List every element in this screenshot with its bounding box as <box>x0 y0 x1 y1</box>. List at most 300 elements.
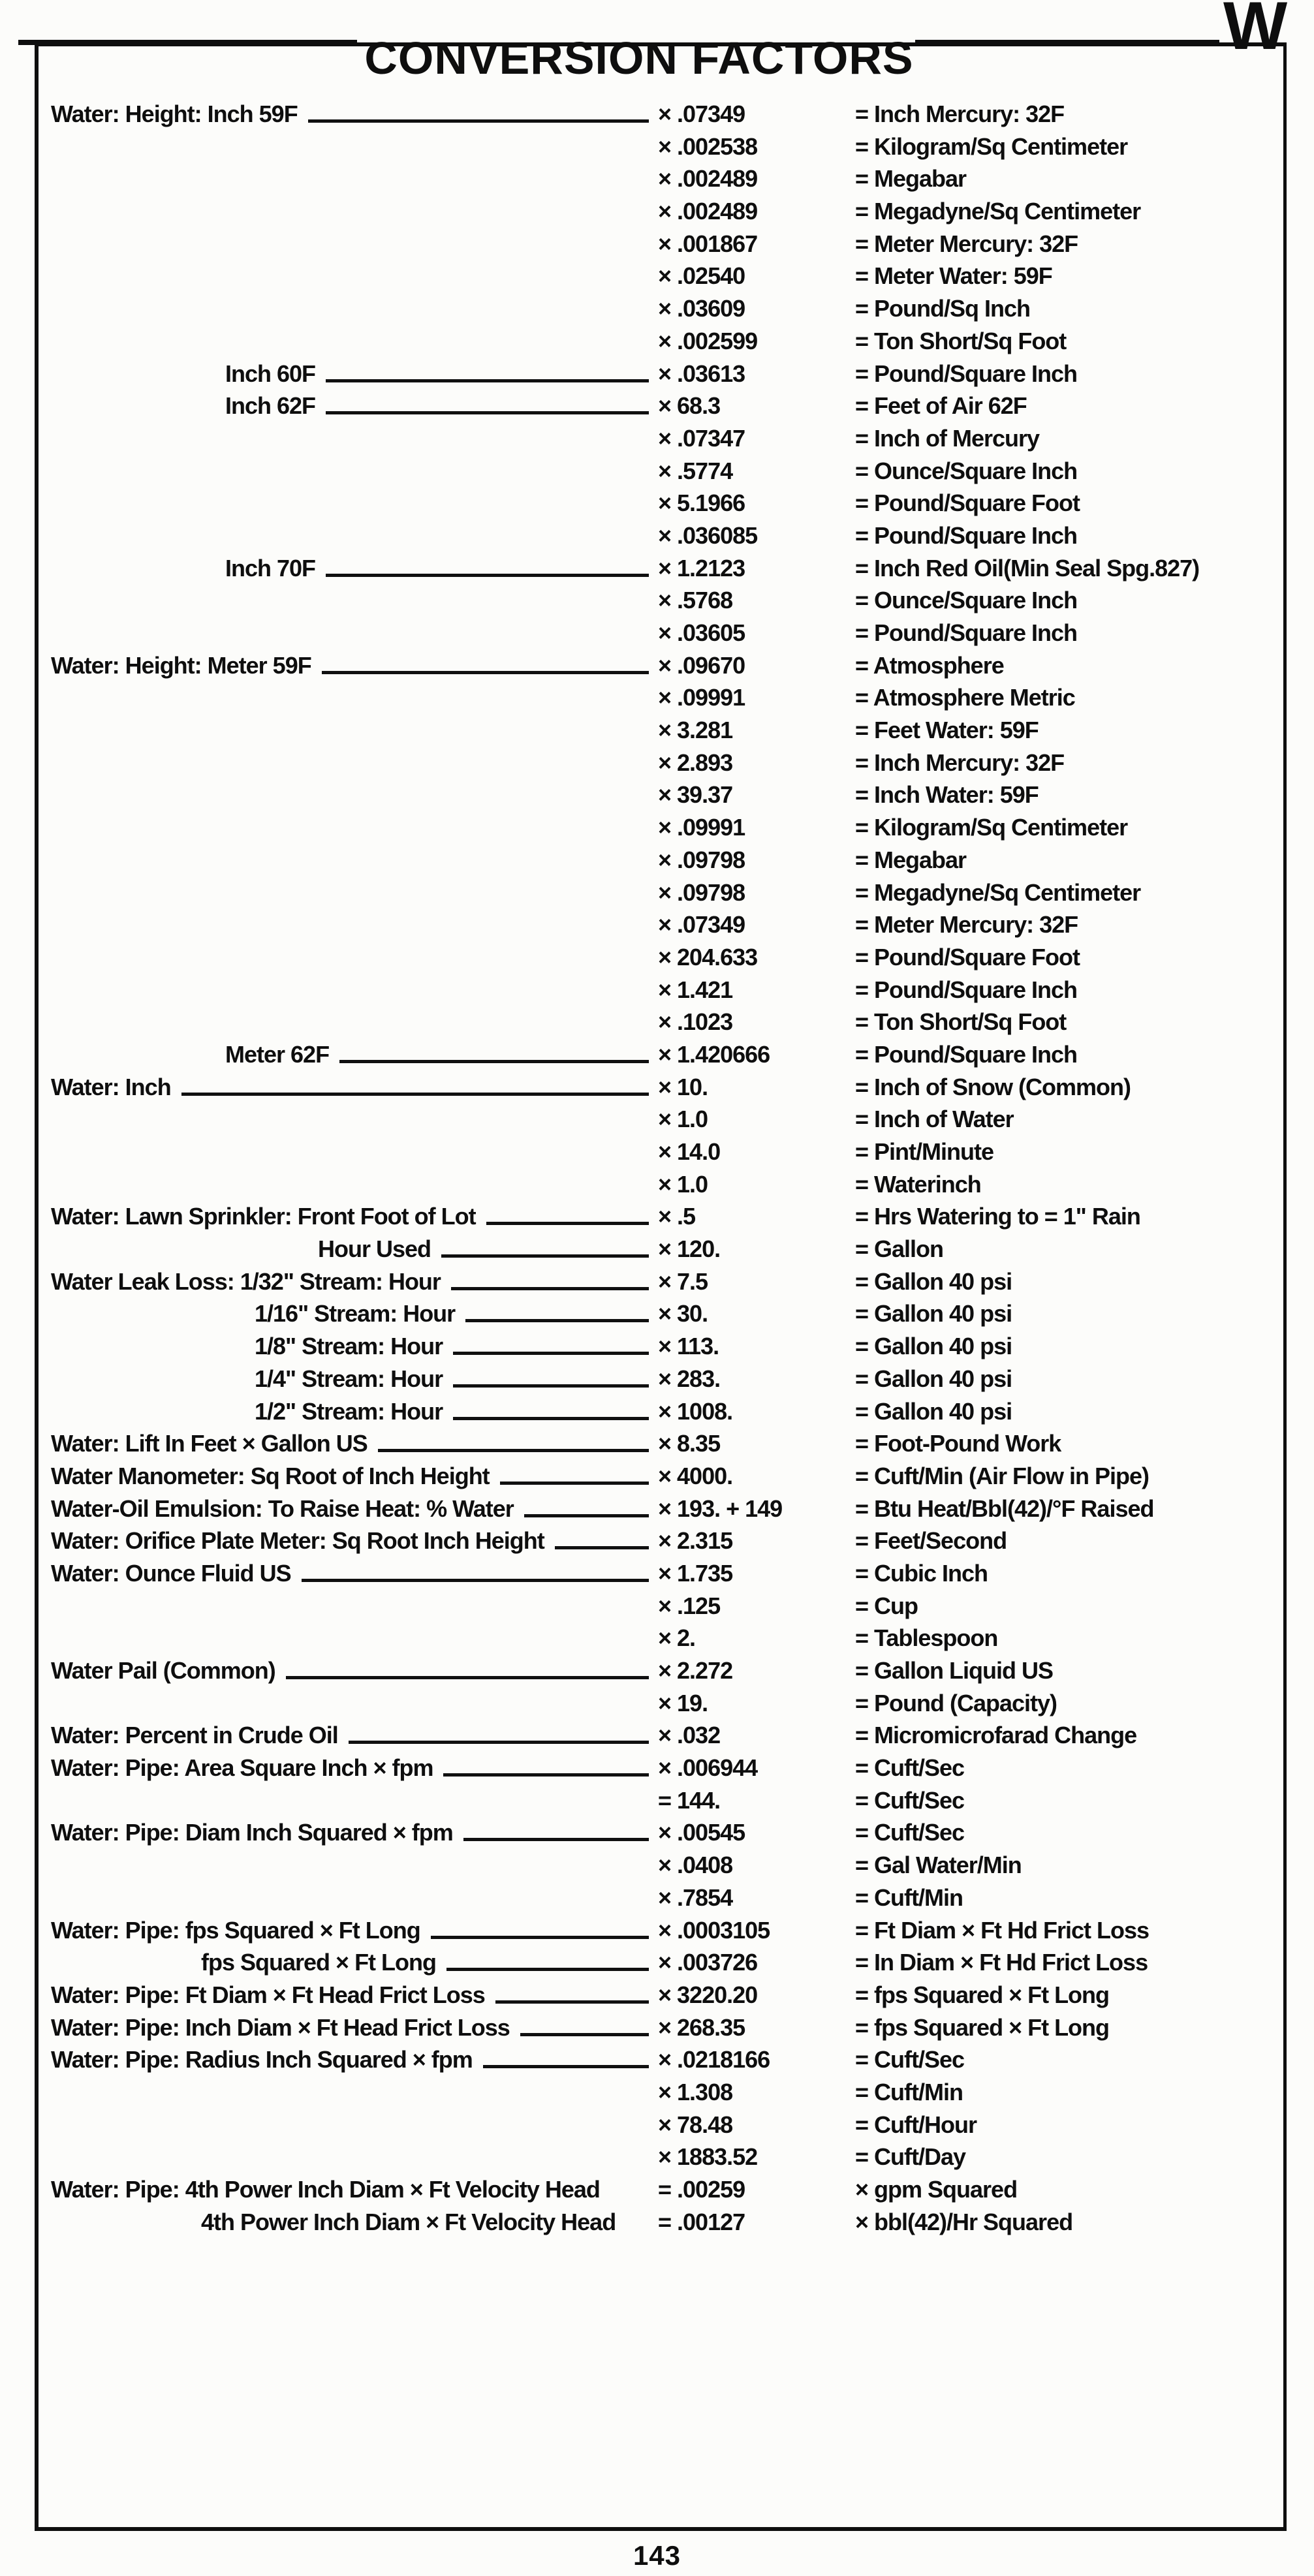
row-label-cell <box>51 1882 658 1914</box>
row-result: = fps Squared × Ft Long <box>855 2013 1110 2041</box>
table-row <box>51 2173 1281 2206</box>
row-factor: × .5774 <box>658 457 733 484</box>
row-factor: × 7.5 <box>658 1267 708 1295</box>
row-factor: × .0218166 <box>658 2046 770 2073</box>
table-row <box>51 2141 1281 2173</box>
row-label-cell <box>51 552 658 585</box>
row-label-cell <box>51 617 658 649</box>
row-result: = Gallon Liquid US <box>855 1657 1054 1684</box>
row-label-cell <box>51 260 658 292</box>
table-row <box>51 1233 1281 1265</box>
row-label: Water: Height: Meter 59F <box>51 651 311 679</box>
table-row <box>51 747 1281 779</box>
table-row <box>51 1395 1281 1428</box>
table-row <box>51 228 1281 260</box>
row-label-cell <box>51 390 658 422</box>
row-label-cell <box>51 1363 658 1395</box>
row-label-cell <box>51 1297 658 1330</box>
row-result: = Atmosphere Metric <box>855 684 1075 711</box>
row-factor: × .0003105 <box>658 1916 770 1944</box>
row-label-cell <box>51 844 658 877</box>
row-factor: × .0408 <box>658 1852 733 1879</box>
row-result: = Waterinch <box>855 1170 981 1198</box>
row-result: = Cuft/Day <box>855 2143 966 2171</box>
row-factor: × 4000. <box>658 1462 733 1489</box>
table-row <box>51 1719 1281 1752</box>
table-row <box>51 520 1281 552</box>
row-label-cell <box>51 714 658 747</box>
table-row <box>51 1687 1281 1720</box>
row-label-cell <box>51 2043 658 2076</box>
row-label-cell <box>51 681 658 714</box>
row-factor: × 1008. <box>658 1397 733 1425</box>
row-result: × gpm Squared <box>855 2176 1018 2203</box>
table-row <box>51 1914 1281 1947</box>
row-label-cell <box>51 1525 658 1557</box>
row-result: = fps Squared × Ft Long <box>855 1981 1110 2008</box>
table-row <box>51 2076 1281 2109</box>
row-factor: × .5768 <box>658 587 733 614</box>
row-label-cell <box>51 1849 658 1882</box>
table-row <box>51 779 1281 811</box>
table-row <box>51 1784 1281 1817</box>
row-result: = Meter Water: 59F <box>855 262 1052 290</box>
table-row <box>51 1136 1281 1168</box>
row-label: Water Leak Loss: 1/32" Stream: Hour <box>51 1267 441 1295</box>
row-result: = Megabar <box>855 165 967 193</box>
table-row <box>51 1297 1281 1330</box>
table-row <box>51 325 1281 358</box>
row-label-cell <box>51 1200 658 1233</box>
row-result: = Cuft/Hour <box>855 2111 977 2138</box>
row-result: = Gal Water/Min <box>855 1852 1022 1879</box>
row-label: Meter 62F <box>225 1040 330 1068</box>
table-row <box>51 844 1281 877</box>
row-label-cell <box>51 163 658 195</box>
row-result: = Cuft/Sec <box>855 1754 965 1782</box>
table-row <box>51 649 1281 682</box>
row-leader <box>495 1979 649 2004</box>
row-label-cell <box>51 1493 658 1525</box>
row-leader <box>378 1427 649 1452</box>
row-leader <box>524 1493 649 1517</box>
row-label: Water: Percent in Crude Oil <box>51 1722 338 1749</box>
row-factor: × 2.893 <box>658 749 733 776</box>
row-label: Water: Pipe: Ft Diam × Ft Head Frict Loss <box>51 1981 485 2008</box>
row-leader <box>463 1816 649 1841</box>
row-label: Water: Pipe: Radius Inch Squared × fpm <box>51 2046 473 2073</box>
row-label-cell <box>51 811 658 844</box>
row-result: = Kilogram/Sq Centimeter <box>855 814 1128 841</box>
row-result: = Feet/Second <box>855 1527 1007 1555</box>
row-label-cell <box>51 649 658 682</box>
row-label-cell <box>51 1719 658 1752</box>
row-result: = Inch Red Oil(Min Seal Spg.827) <box>855 554 1200 582</box>
row-result: = Foot-Pound Work <box>855 1430 1061 1457</box>
row-label-cell <box>51 908 658 941</box>
row-label-cell <box>51 1006 658 1038</box>
row-result: = Pound/Square Inch <box>855 521 1078 549</box>
row-label-cell <box>51 325 658 358</box>
row-factor: × 283. <box>658 1365 721 1392</box>
table-row <box>51 617 1281 649</box>
row-leader <box>181 1071 649 1096</box>
row-leader <box>326 390 649 414</box>
row-result: = Cubic Inch <box>855 1559 988 1587</box>
row-leader <box>453 1330 649 1355</box>
row-factor: × .002599 <box>658 327 758 354</box>
row-factor: = .00259 <box>658 2176 745 2203</box>
row-factor: × 8.35 <box>658 1430 721 1457</box>
row-result: = Cuft/Min <box>855 1884 963 1911</box>
table-row <box>51 1427 1281 1460</box>
row-factor: × 1.421 <box>658 976 733 1003</box>
row-result: = Ounce/Square Inch <box>855 587 1078 614</box>
row-label: 1/16" Stream: Hour <box>255 1300 456 1327</box>
table-row <box>51 1557 1281 1590</box>
row-factor: × 193. + 149 <box>658 1495 783 1522</box>
row-label-cell <box>51 1136 658 1168</box>
row-factor: × .09991 <box>658 814 745 841</box>
row-result: = Inch of Snow (Common) <box>855 1073 1131 1100</box>
row-label-cell <box>51 1816 658 1849</box>
row-label: 1/2" Stream: Hour <box>255 1397 443 1425</box>
table-row <box>51 98 1281 131</box>
row-factor: × 204.633 <box>658 943 758 970</box>
page-title: CONVERSION FACTORS <box>363 33 915 83</box>
row-label: Water: Height: Inch 59F <box>51 101 298 127</box>
row-factor: × 19. <box>658 1689 708 1716</box>
row-factor: × .07347 <box>658 424 745 452</box>
row-factor: × 120. <box>658 1235 721 1263</box>
row-result: = Kilogram/Sq Centimeter <box>855 132 1128 160</box>
row-label-cell <box>51 98 658 131</box>
row-factor: × .002538 <box>658 132 758 160</box>
row-label: Water: Orifice Plate Meter: Sq Root Inch Height <box>51 1527 544 1555</box>
row-result: = Pound (Capacity) <box>855 1689 1057 1716</box>
table-row <box>51 390 1281 422</box>
row-leader <box>322 649 649 674</box>
row-result: = In Diam × Ft Hd Frict Loss <box>855 1949 1148 1976</box>
row-factor: × 1.308 <box>658 2078 733 2105</box>
row-factor: × .003726 <box>658 1949 758 1976</box>
row-factor: × 2.315 <box>658 1527 733 1555</box>
row-label-cell <box>51 131 658 163</box>
table-row <box>51 1168 1281 1201</box>
row-result: = Atmosphere <box>855 651 1004 679</box>
table-row <box>51 1103 1281 1136</box>
row-result: = Feet Water: 59F <box>855 717 1039 744</box>
row-factor: × 3.281 <box>658 717 733 744</box>
row-factor: × .125 <box>658 1592 721 1619</box>
table-row <box>51 1071 1281 1104</box>
row-label: 4th Power Inch Diam × Ft Velocity Head <box>201 2208 616 2235</box>
row-label-cell <box>51 455 658 488</box>
row-label-cell <box>51 2109 658 2141</box>
table-row <box>51 714 1281 747</box>
table-row <box>51 487 1281 520</box>
row-label-cell <box>51 1460 658 1493</box>
row-label: Water: Pipe: Diam Inch Squared × fpm <box>51 1819 453 1846</box>
table-row <box>51 292 1281 325</box>
row-leader <box>483 2043 649 2068</box>
row-factor: × 1.420666 <box>658 1040 770 1068</box>
row-result: = Pound/Square Inch <box>855 976 1078 1003</box>
row-result: = Hrs Watering to = 1" Rain <box>855 1203 1140 1230</box>
table-row <box>51 584 1281 617</box>
row-result: = Pound/Square Inch <box>855 619 1078 646</box>
row-result: = Gallon 40 psi <box>855 1300 1012 1327</box>
row-result: = Pound/Sq Inch <box>855 295 1031 322</box>
row-leader <box>441 1233 649 1258</box>
row-factor: × .09798 <box>658 846 745 873</box>
table-row <box>51 1006 1281 1038</box>
table-row <box>51 941 1281 974</box>
row-leader <box>286 1654 649 1679</box>
row-result: = Micromicrofarad Change <box>855 1722 1137 1749</box>
conversion-table <box>51 98 1281 2238</box>
row-leader <box>453 1363 649 1388</box>
row-factor: × .09798 <box>658 878 745 906</box>
row-factor: × .03605 <box>658 619 745 646</box>
row-label: Water: Pipe: Area Square Inch × fpm <box>51 1754 433 1782</box>
row-result: = Cuft/Sec <box>855 1819 965 1846</box>
row-label-cell <box>51 1946 658 1979</box>
row-label-cell <box>51 974 658 1006</box>
row-label: Water Manometer: Sq Root of Inch Height <box>51 1462 490 1489</box>
table-row <box>51 1330 1281 1363</box>
row-result: = Ounce/Square Inch <box>855 457 1078 484</box>
row-label-cell <box>51 747 658 779</box>
row-factor: × 2.272 <box>658 1657 733 1684</box>
row-label-cell <box>51 1265 658 1298</box>
row-label-cell <box>51 487 658 520</box>
table-row <box>51 2109 1281 2141</box>
table-row <box>51 2043 1281 2076</box>
section-letter: W <box>1222 0 1289 60</box>
row-label-cell <box>51 1687 658 1720</box>
table-row <box>51 1946 1281 1979</box>
row-result: = Ton Short/Sq Foot <box>855 327 1067 354</box>
table-row <box>51 1363 1281 1395</box>
table-row <box>51 1622 1281 1654</box>
table-row <box>51 1590 1281 1622</box>
row-leader <box>443 1752 649 1777</box>
row-label-cell <box>51 2141 658 2173</box>
row-factor: = .00127 <box>658 2208 745 2235</box>
row-factor: × 14.0 <box>658 1138 721 1165</box>
row-label-cell <box>51 1590 658 1622</box>
row-label-cell <box>51 292 658 325</box>
table-row <box>51 422 1281 455</box>
table-row <box>51 552 1281 585</box>
row-result: = Ton Short/Sq Foot <box>855 1008 1067 1036</box>
row-label-cell <box>51 1395 658 1428</box>
row-label-cell <box>51 779 658 811</box>
row-result: × bbl(42)/Hr Squared <box>855 2208 1073 2235</box>
row-result: = Pound/Square Inch <box>855 1040 1078 1068</box>
row-result: = Megadyne/Sq Centimeter <box>855 198 1141 225</box>
row-leader <box>326 358 649 382</box>
row-result: = Gallon 40 psi <box>855 1365 1012 1392</box>
row-factor: × 1883.52 <box>658 2143 758 2171</box>
row-leader <box>486 1200 649 1225</box>
row-result: = Inch Mercury: 32F <box>855 101 1065 127</box>
row-label-cell <box>51 228 658 260</box>
row-factor: = 144. <box>658 1786 721 1814</box>
row-factor: × .03609 <box>658 295 745 322</box>
row-label-cell <box>51 2206 658 2239</box>
table-row <box>51 681 1281 714</box>
row-factor: × .00545 <box>658 1819 745 1846</box>
row-label-cell <box>51 1654 658 1687</box>
row-label: Water: Lift In Feet × Gallon US <box>51 1430 368 1457</box>
row-factor: × 2. <box>658 1624 696 1652</box>
table-row <box>51 974 1281 1006</box>
row-result: = Megabar <box>855 846 967 873</box>
row-factor: × .1023 <box>658 1008 733 1036</box>
row-factor: × .09991 <box>658 684 745 711</box>
row-label: Water Pail (Common) <box>51 1657 275 1684</box>
row-factor: × .002489 <box>658 198 758 225</box>
table-row <box>51 2011 1281 2044</box>
row-result: = Pound/Square Inch <box>855 360 1078 387</box>
row-leader <box>326 552 649 577</box>
row-result: = Inch Water: 59F <box>855 781 1039 809</box>
row-result: = Cuft/Min <box>855 2078 963 2105</box>
table-row <box>51 811 1281 844</box>
row-leader <box>302 1557 649 1582</box>
table-row <box>51 163 1281 195</box>
table-row <box>51 1038 1281 1071</box>
table-row <box>51 1752 1281 1784</box>
row-result: = Cuft/Sec <box>855 1786 965 1814</box>
row-label-cell <box>51 1071 658 1104</box>
row-leader <box>308 98 649 123</box>
row-result: = Tablespoon <box>855 1624 998 1652</box>
row-label-cell <box>51 584 658 617</box>
row-label-cell <box>51 358 658 390</box>
row-factor: × .03613 <box>658 360 745 387</box>
row-result: = Inch of Mercury <box>855 424 1040 452</box>
row-label-cell <box>51 1427 658 1460</box>
row-label-cell <box>51 1168 658 1201</box>
row-label-cell <box>51 1557 658 1590</box>
table-row <box>51 1654 1281 1687</box>
row-factor: × .02540 <box>658 262 745 290</box>
row-factor: × 5.1966 <box>658 489 745 517</box>
row-factor: × 1.0 <box>658 1170 708 1198</box>
row-label: Water: Ounce Fluid US <box>51 1559 291 1587</box>
row-leader <box>500 1460 649 1485</box>
row-result: = Inch of Water <box>855 1106 1014 1133</box>
row-label-cell <box>51 2076 658 2109</box>
row-result: = Cuft/Min (Air Flow in Pipe) <box>855 1462 1149 1489</box>
row-result: = Megadyne/Sq Centimeter <box>855 878 1141 906</box>
row-factor: × 268.35 <box>658 2013 745 2041</box>
row-result: = Gallon 40 psi <box>855 1267 1012 1295</box>
table-row <box>51 1493 1281 1525</box>
row-label-cell <box>51 941 658 974</box>
row-label: Inch 70F <box>225 554 316 582</box>
row-factor: × .006944 <box>658 1754 758 1782</box>
row-leader <box>446 1946 649 1971</box>
row-result: = Feet of Air 62F <box>855 392 1027 420</box>
row-label: Water: Pipe: Inch Diam × Ft Head Frict Loss <box>51 2013 510 2041</box>
row-leader <box>520 2011 649 2036</box>
row-result: = Pint/Minute <box>855 1138 993 1165</box>
row-label: Water: Lawn Sprinkler: Front Foot of Lot <box>51 1203 476 1230</box>
row-factor: × .002489 <box>658 165 758 193</box>
row-result: = Cuft/Sec <box>855 2046 965 2073</box>
row-label: Inch 60F <box>225 360 316 387</box>
row-leader <box>431 1914 649 1939</box>
row-factor: × 1.735 <box>658 1559 733 1587</box>
table-row <box>51 1265 1281 1298</box>
row-leader <box>339 1038 649 1063</box>
row-factor: × .5 <box>658 1203 696 1230</box>
row-label: Inch 62F <box>225 392 316 420</box>
row-label-cell <box>51 520 658 552</box>
row-label: 1/4" Stream: Hour <box>255 1365 443 1392</box>
row-factor: × 1.2123 <box>658 554 745 582</box>
table-row <box>51 1525 1281 1557</box>
row-label-cell <box>51 2173 658 2206</box>
row-label-cell <box>51 2011 658 2044</box>
row-leader <box>451 1265 649 1290</box>
table-row <box>51 455 1281 488</box>
row-result: = Meter Mercury: 32F <box>855 911 1078 939</box>
row-result: = Cup <box>855 1592 918 1619</box>
row-label: 1/8" Stream: Hour <box>255 1333 443 1360</box>
row-result: = Pound/Square Foot <box>855 489 1080 517</box>
row-label-cell <box>51 1330 658 1363</box>
row-factor: × 113. <box>658 1333 719 1360</box>
row-factor: × .07349 <box>658 101 745 127</box>
row-leader <box>349 1719 649 1744</box>
table-row <box>51 908 1281 941</box>
row-label: Water: Pipe: fps Squared × Ft Long <box>51 1916 420 1944</box>
row-result: = Inch Mercury: 32F <box>855 749 1065 776</box>
row-label: Water: Inch <box>51 1073 171 1100</box>
row-label-cell <box>51 1103 658 1136</box>
table-row <box>51 1882 1281 1914</box>
row-label-cell <box>51 1233 658 1265</box>
row-factor: × 3220.20 <box>658 1981 758 2008</box>
row-factor: × 78.48 <box>658 2111 733 2138</box>
row-label-cell <box>51 877 658 909</box>
row-label: fps Squared × Ft Long <box>201 1949 437 1976</box>
row-factor: × .07349 <box>658 911 745 939</box>
table-row <box>51 2206 1281 2239</box>
table-row <box>51 358 1281 390</box>
row-factor: × .036085 <box>658 521 758 549</box>
row-label: Hour Used <box>318 1235 431 1263</box>
row-label-cell <box>51 1622 658 1654</box>
row-label-cell <box>51 422 658 455</box>
table-row <box>51 260 1281 292</box>
row-result: = Gallon 40 psi <box>855 1397 1012 1425</box>
row-label-cell <box>51 1752 658 1784</box>
row-factor: × .032 <box>658 1722 721 1749</box>
row-result: = Ft Diam × Ft Hd Frict Loss <box>855 1916 1150 1944</box>
row-label-cell <box>51 1038 658 1071</box>
row-leader <box>465 1297 649 1322</box>
table-row <box>51 1200 1281 1233</box>
table-row <box>51 1979 1281 2011</box>
row-result: = Gallon 40 psi <box>855 1333 1012 1360</box>
row-label-cell <box>51 195 658 228</box>
